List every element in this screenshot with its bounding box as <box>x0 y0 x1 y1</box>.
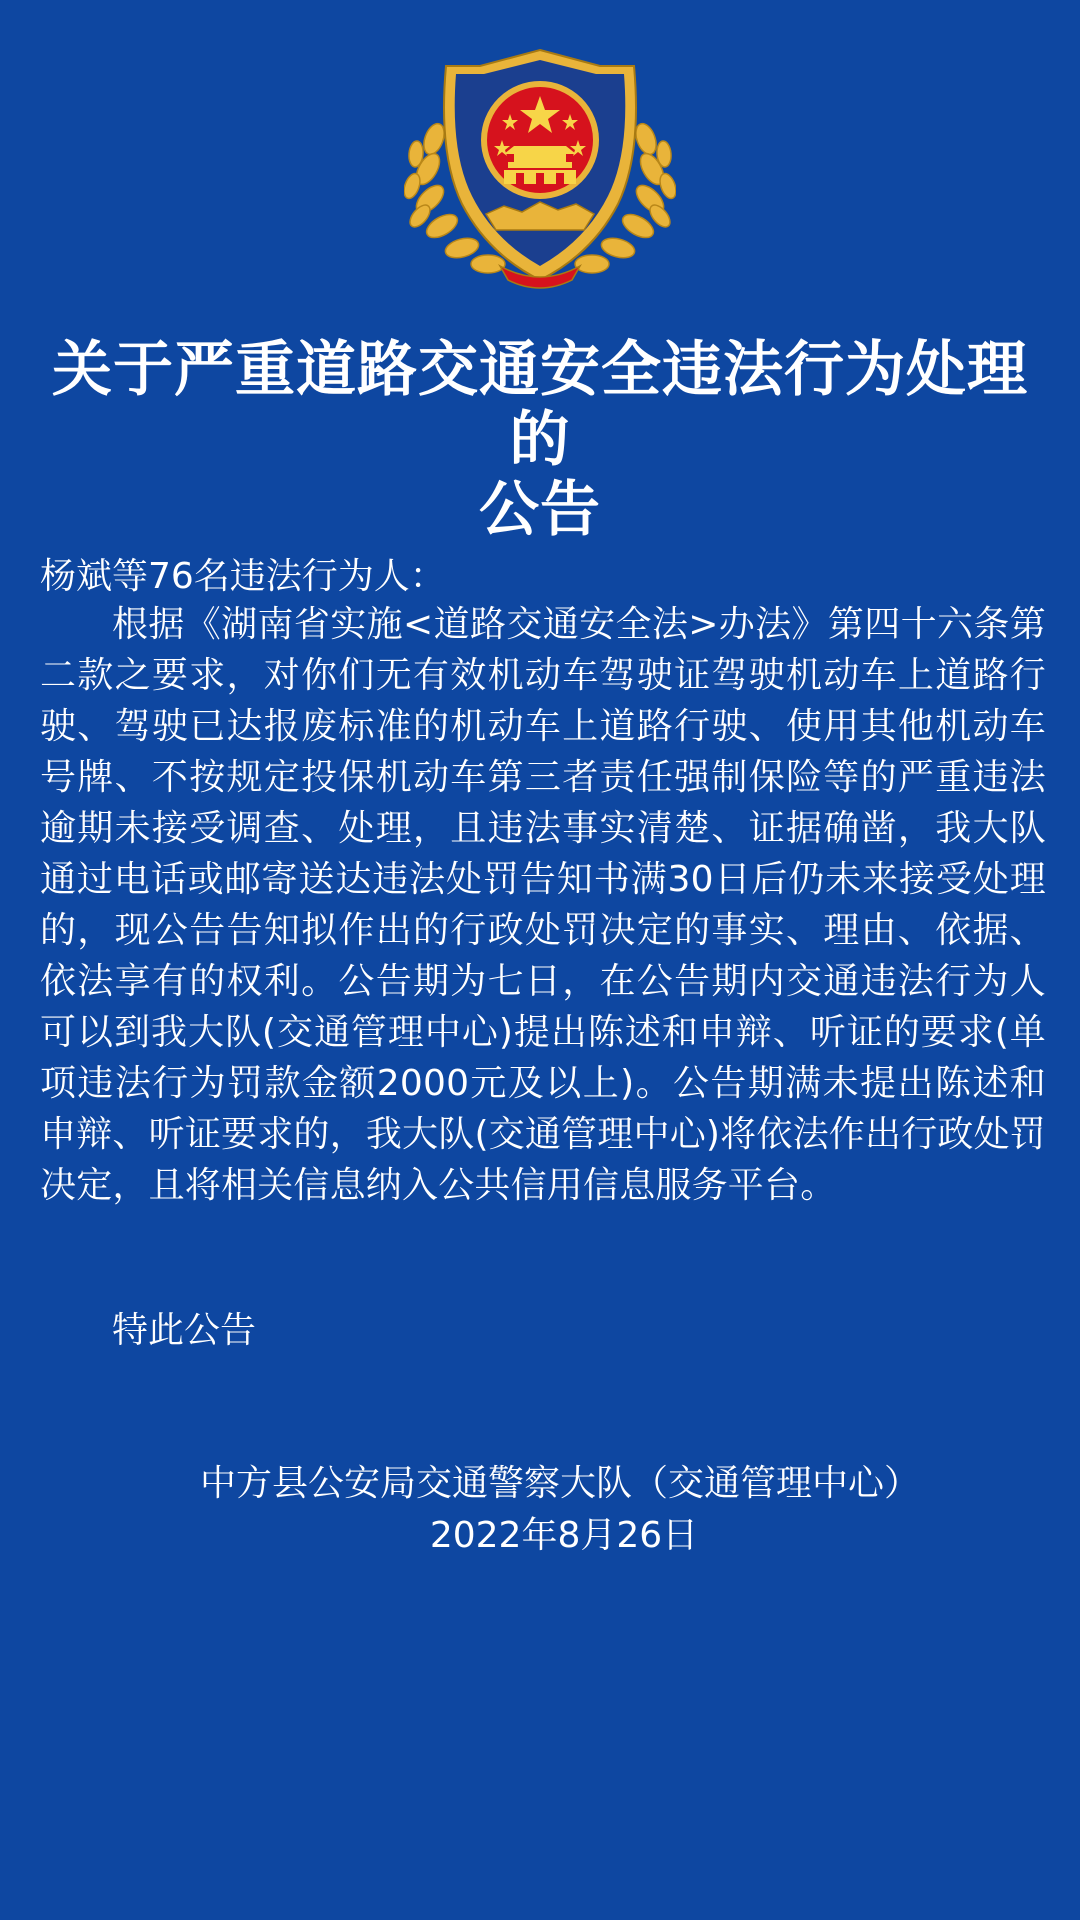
police-emblem <box>404 44 676 296</box>
title-line-1: 关于严重道路交通安全违法行为处理的 <box>52 335 1028 475</box>
issue-date: 2022年8月26日 <box>429 1515 699 1556</box>
closing-line: 特此公告 <box>112 1310 257 1351</box>
salutation: 杨斌等76名违法行为人： <box>40 556 446 597</box>
issuing-organization: 中方县公安局交通警察大队（交通管理中心） <box>199 1463 920 1504</box>
notice-body: 根据《湖南省实施<道路交通安全法>办法》第四十六条第二款之要求，对你们无有效机动车驾驶证驾驶机动车上道路行驶、驾驶已达报废标准的机动车上道路行驶、使用其他机动车号牌、不按规定投保机动车第三者责任强制保险等的严重违法逾期未接受调查、处理，且违法事实清楚、证据确凿，我大队通过电话或邮寄送达违法处罚告知书满30日后仍未来接受处理的，现公告告知拟作出的行政处罚决定的事实、理由、依据、依法享有的权利。公告期为七日，在公告期内交通违法行为人可以到我大队(交通管理中心)提出陈述和申辩、听证的要求(单项违法行为罚款金额2000元及以上)。公告期满未提出陈述和申辩、听证要求的，我大队(交通管理中心)将依法作出行政处罚决定，且将相关信息纳入公共信用信息服务平台。 <box>40 604 1046 1206</box>
title-line-2: 公告 <box>479 475 601 545</box>
signature-block <box>150 1458 970 1562</box>
notice-title <box>30 335 1050 545</box>
police-badge-icon <box>404 44 676 296</box>
